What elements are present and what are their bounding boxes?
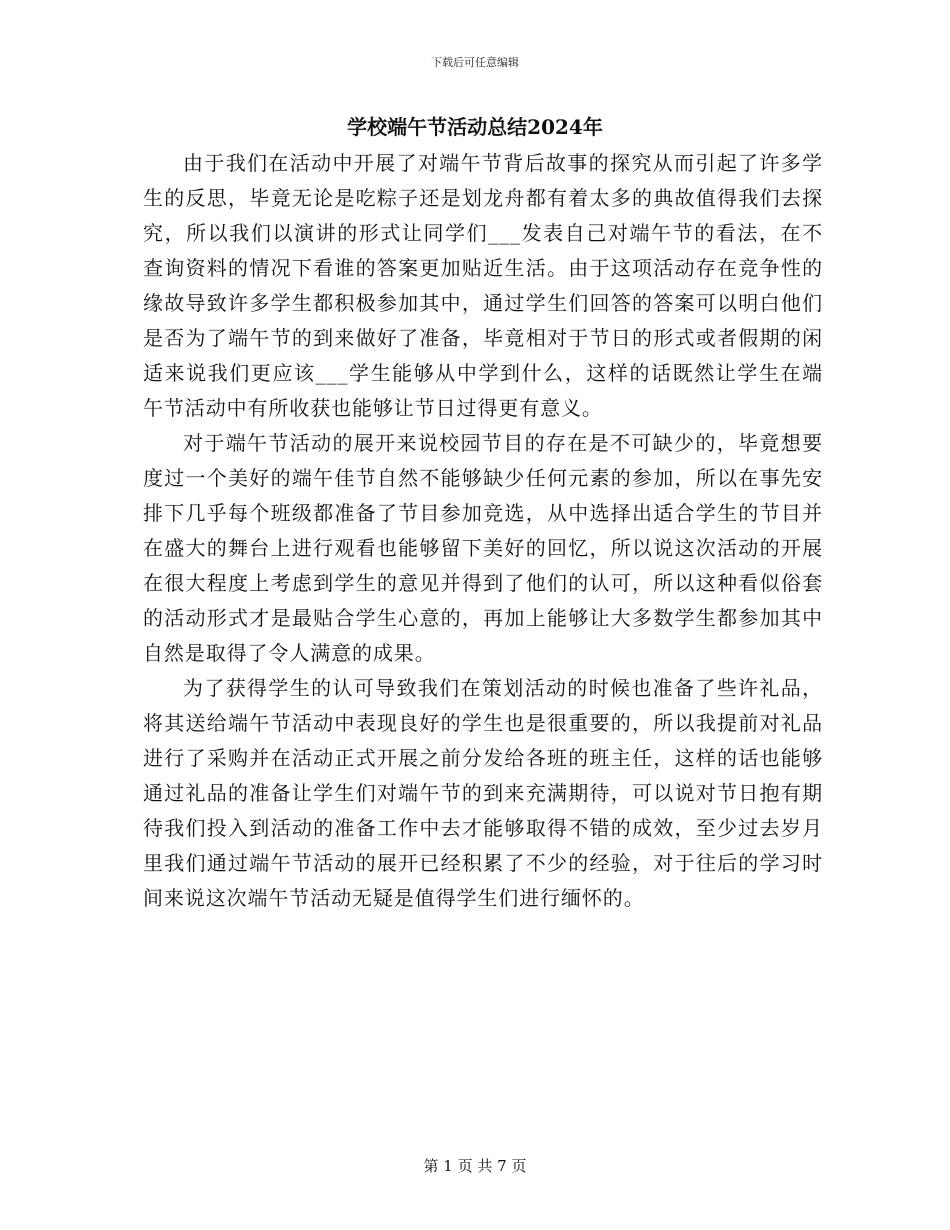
page-number: 第 1 页 共 7 页 bbox=[423, 1157, 527, 1175]
header-note: 下载后可任意编辑 bbox=[431, 56, 519, 69]
document-body bbox=[143, 146, 823, 916]
paragraph-3: 为了获得学生的认可导致我们在策划活动的时候也准备了些许礼品，将其送给端午节活动中表现良好的学生也是很重要的，所以我提前对礼品进行了采购并在活动正式开展之前分发给各班的班主任，这样的话也能够通过礼品的准备让学生们对端午节的到来充满期待，可以说对节日抱有期待我们投入到活动的准备工作中去才能够取得不错的成效，至少过去岁月里我们通过端午节活动的展开已经积累了不少的经验，对于往后的学习时间来说这次端午节活动无疑是值得学生们进行缅怀的。 bbox=[143, 676, 823, 910]
paragraph-2: 对于端午节活动的展开来说校园节目的存在是不可缺少的，毕竟想要度过一个美好的端午佳节自然不能够缺少任何元素的参加，所以在事先安排下几乎每个班级都准备了节目参加竞选，从中选择出适合学生的节目并在盛大的舞台上进行观看也能够留下美好的回忆，所以说这次活动的开展在很大程度上考虑到学生的意见并得到了他们的认可，所以这种看似俗套的活动形式才是最贴合学生心意的，再加上能够让大多数学生都参加其中自然是取得了令人满意的成果。 bbox=[143, 431, 823, 665]
document-title: 学校端午节活动总结2024年 bbox=[347, 115, 603, 139]
paragraph-1: 由于我们在活动中开展了对端午节背后故事的探究从而引起了许多学生的反思，毕竟无论是吃粽子还是划龙舟都有着太多的典故值得我们去探究，所以我们以演讲的形式让同学们___发表自己对端午节的看法，在不查询资料的情况下看谁的答案更加贴近生活。由于这项活动存在竞争性的缘故导致许多学生都积极参加其中，通过学生们回答的答案可以明白他们是否为了端午节的到来做好了准备，毕竟相对于节日的形式或者假期的闲适来说我们更应该___学生能够从中学到什么，这样的话既然让学生在端午节活动中有所收获也能够让节日过得更有意义。 bbox=[143, 151, 823, 420]
